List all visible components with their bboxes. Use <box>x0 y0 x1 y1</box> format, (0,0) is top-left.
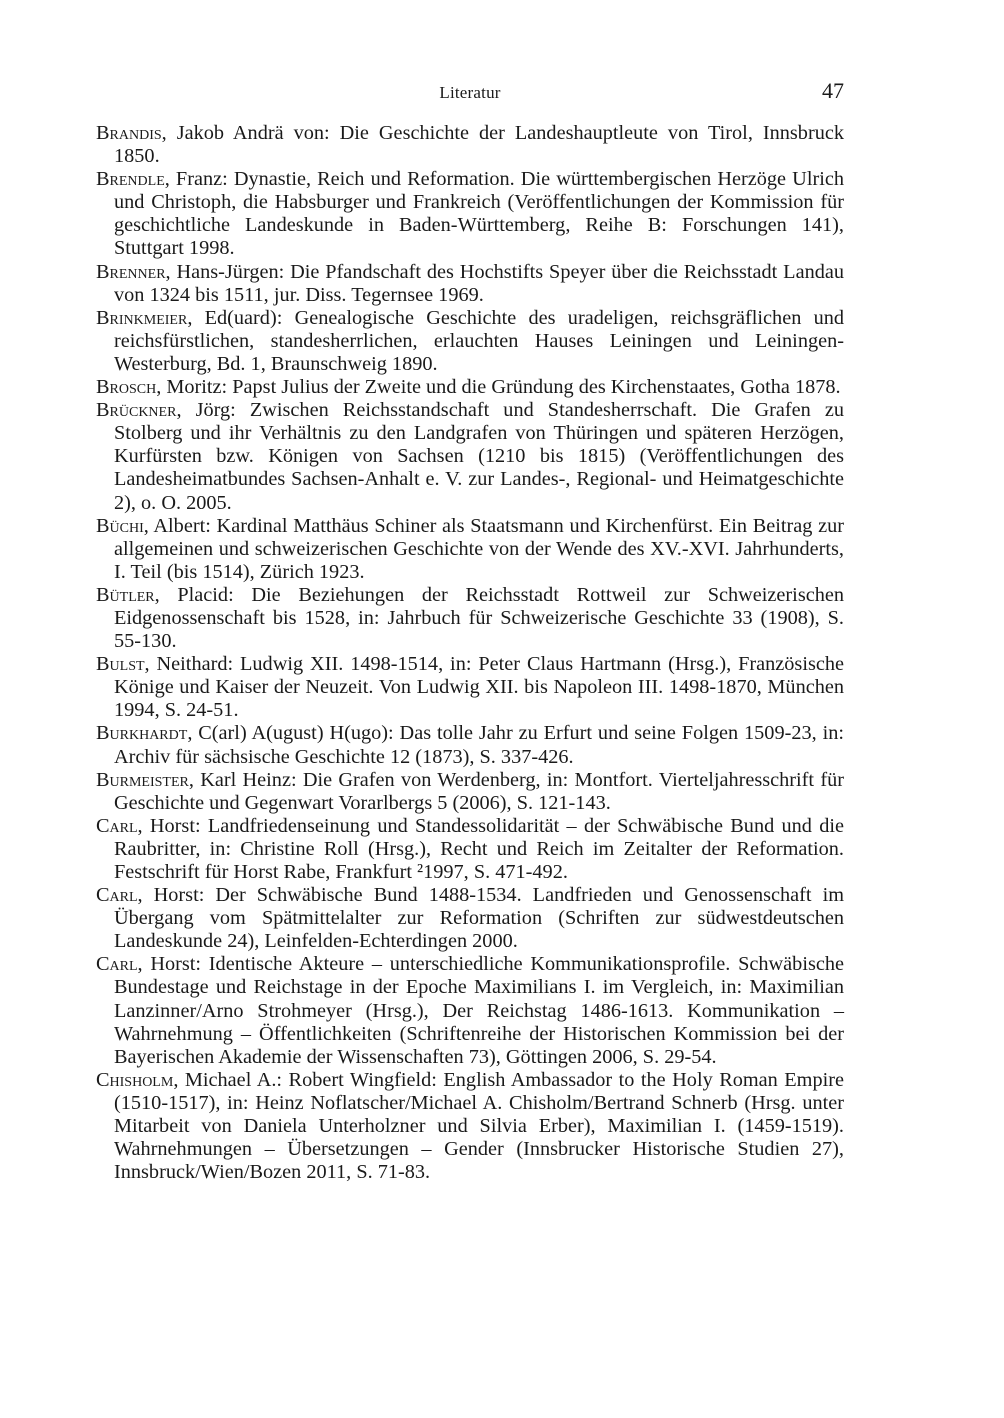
entry-author: Bulst <box>96 653 145 676</box>
entry-text: , Ed(uard): Genealogische Geschichte des uradeligen, reichsgräflichen und reichsfürstlichen, standesherrlichen, erlauchten Hauses Leiningen und Leiningen-Westerburg, Bd. 1, Braunschweig 1890. <box>114 306 844 375</box>
bibliography-list <box>96 122 844 1184</box>
entry-text: , Jakob Andrä von: Die Geschichte der Landeshauptleute von Tirol, Innsbruck 1850. <box>114 122 844 168</box>
entry-text: , Jörg: Zwischen Reichsstandschaft und Standesherrschaft. Die Grafen zu Stolberg und ihr Verhältnis zu den Landgrafen von Thüringen und späteren Herzögen, Kurfürsten bzw. Königen von Sachsen (1210 bis 1815) (Veröffentlichungen des Landesheimatbundes Sachsen-Anhalt e. V. zur Landes-, Regional- und Heimatgeschichte 2), o. O. 2005. <box>114 399 844 514</box>
entry-text: , Horst: Der Schwäbische Bund 1488-1534. Landfrieden und Genossenschaft im Übergang vom Spätmittelalter zur Reformation (Schriften zur südwestdeutschen Landeskunde 24), Leinfelden-Echterdingen 2000. <box>114 884 844 953</box>
bibliography-entry <box>96 168 844 260</box>
entry-text: , Karl Heinz: Die Grafen von Werdenberg, in: Montfort. Vierteljahresschrift für Geschichte und Gegenwart Vorarlbergs 5 (2006), S. 121-143. <box>114 768 844 814</box>
entry-text: , Albert: Kardinal Matthäus Schiner als Staatsmann und Kirchenfürst. Ein Beitrag zur allgemeinen und schweizerischen Geschichte von der Wende des XV.-XVI. Jahrhunderts, I. Teil (bis 1514), Zürich 1923. <box>114 514 844 583</box>
bibliography-entry <box>96 376 844 399</box>
bibliography-entry <box>96 307 844 376</box>
bibliography-entry <box>96 815 844 884</box>
entry-author: Büchi <box>96 514 144 537</box>
page-number: 47 <box>822 78 844 103</box>
running-title: Literatur <box>439 83 501 102</box>
bibliography-entry <box>96 122 844 168</box>
bibliography-entry <box>96 953 844 1068</box>
entry-author: Burmeister <box>96 768 189 791</box>
entry-author: Brinkmeier <box>96 306 188 329</box>
entry-text: , C(arl) A(ugust) H(ugo): Das tolle Jahr zu Erfurt und seine Folgen 1509-23, in: Archiv für sächsische Geschichte 12 (1873), S. 337-426. <box>114 722 844 768</box>
bibliography-entry <box>96 261 844 307</box>
entry-author: Brenner <box>96 260 166 283</box>
entry-author: Carl <box>96 814 138 837</box>
bibliography-entry <box>96 1069 844 1184</box>
page-header <box>96 78 844 108</box>
entry-author: Brendle <box>96 168 165 191</box>
entry-author: Carl <box>96 884 138 907</box>
bibliography-entry <box>96 884 844 953</box>
entry-author: Burkhardt <box>96 722 188 745</box>
entry-text: , Hans-Jürgen: Die Pfandschaft des Hochstifts Speyer über die Reichsstadt Landau von 1324 bis 1511, jur. Diss. Tegernsee 1969. <box>114 260 844 306</box>
bibliography-entry <box>96 399 844 514</box>
entry-text: , Horst: Identische Akteure – unterschiedliche Kommunikationsprofile. Schwäbische Bundestage und Reichstage in der Epoche Maximilians I. im Vergleich, in: Maximilian Lanzinner/Arno Strohmeyer (Hrsg.), Der Reichstag 1486-1613. Kommunikation – Wahrnehmung – Öffentlichkeiten (Schriftenreihe der Historischen Kommission bei der Bayerischen Akademie der Wissenschaften 73), Göttingen 2006, S. 29-54. <box>114 953 844 1068</box>
bibliography-entry <box>96 653 844 722</box>
entry-author: Brosch <box>96 376 157 399</box>
entry-text: , Franz: Dynastie, Reich und Reformation. Die württembergischen Herzöge Ulrich und Christoph, die Habsburger und Frankreich (Veröffentlichungen der Kommission für geschichtliche Landeskunde in Baden-Württemberg, Reihe B: Forschungen 141), Stuttgart 1998. <box>114 168 844 260</box>
bibliography-entry <box>96 584 844 653</box>
entry-author: Bütler <box>96 583 155 606</box>
entry-text: , Michael A.: Robert Wingfield: English Ambassador to the Holy Roman Empire (1510-1517), in: Heinz Noflatscher/Michael A. Chisholm/Bertrand Schnerb (Hrsg. unter Mitarbeit von Daniela Unterholzner und Silvia Erber), Maximilian I. (1459-1519). Wahrnehmungen – Übersetzungen – Gender (Innsbrucker Historische Studien 27), Innsbruck/Wien/Bozen 2011, S. 71-83. <box>114 1068 844 1184</box>
entry-author: Chisholm <box>96 1068 174 1091</box>
entry-author: Brückner <box>96 399 177 422</box>
entry-text: , Neithard: Ludwig XII. 1498-1514, in: Peter Claus Hartmann (Hrsg.), Französische Könige und Kaiser der Neuzeit. Von Ludwig XII. bis Napoleon III. 1498-1870, München 1994, S. 24-51. <box>114 653 844 722</box>
entry-text: , Moritz: Papst Julius der Zweite und die Gründung des Kirchenstaates, Gotha 1878. <box>156 376 841 399</box>
entry-text: , Horst: Landfriedenseinung und Standessolidarität – der Schwäbische Bund und die Raubritter, in: Christine Roll (Hrsg.), Recht und Reich im Zeitalter der Reformation. Festschrift für Horst Rabe, Frankfurt ²1997, S. 471-492. <box>114 814 844 883</box>
bibliography-entry <box>96 722 844 768</box>
bibliography-entry <box>96 769 844 815</box>
entry-author: Carl <box>96 953 138 976</box>
entry-text: , Placid: Die Beziehungen der Reichsstadt Rottweil zur Schweizerischen Eidgenossenschaft bis 1528, in: Jahrbuch für Schweizerische Geschichte 33 (1908), S. 55-130. <box>114 583 844 653</box>
entry-author: Brandis <box>96 122 162 144</box>
bibliography-entry <box>96 515 844 584</box>
